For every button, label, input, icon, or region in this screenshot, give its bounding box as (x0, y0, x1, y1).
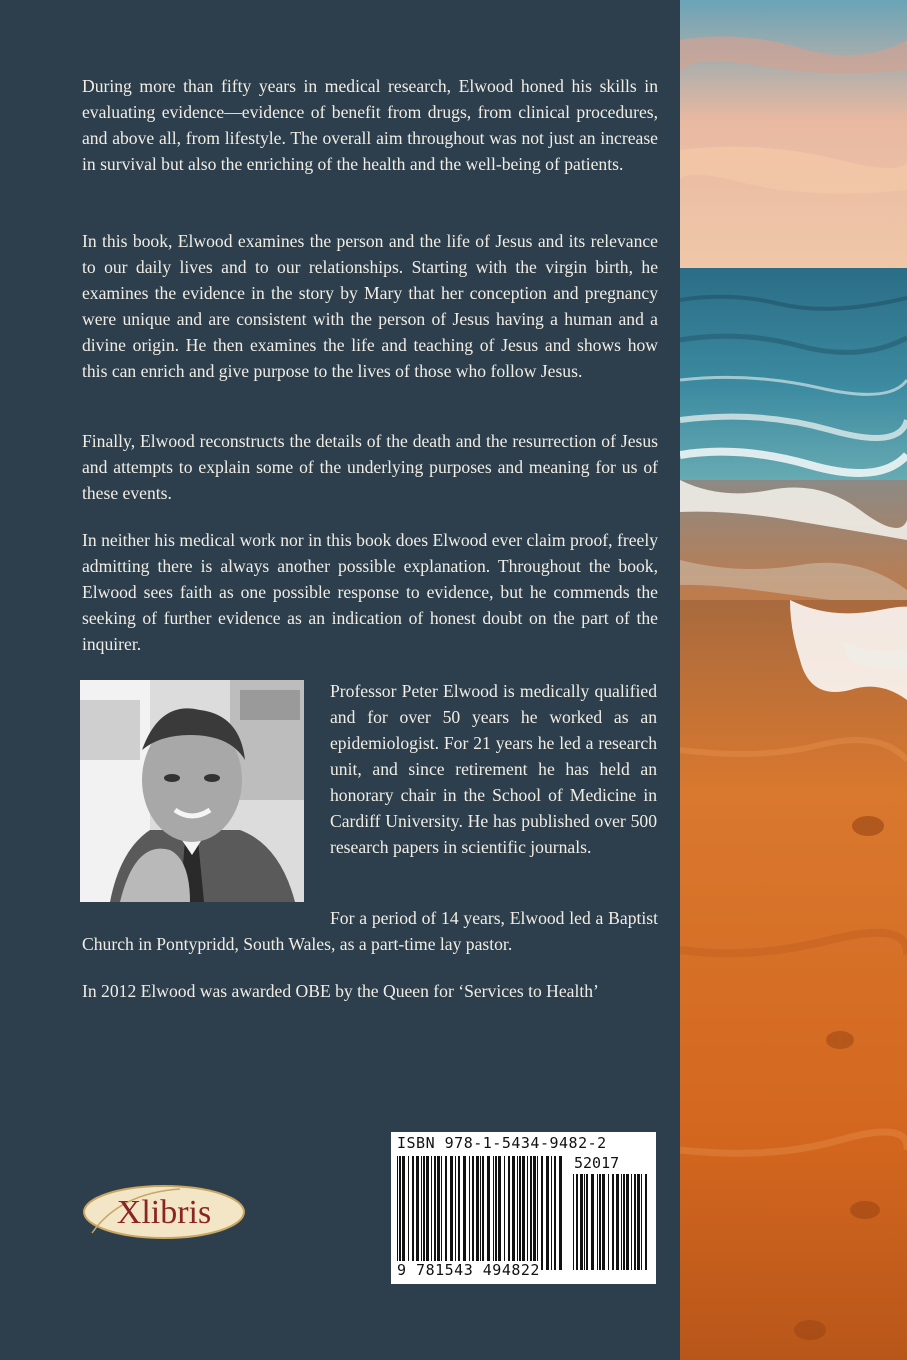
barcode-bar (412, 1156, 414, 1270)
xlibris-logo (80, 1183, 248, 1241)
barcode-bar (458, 1156, 460, 1270)
barcode-bar (402, 1156, 405, 1270)
barcode-bar (637, 1174, 640, 1270)
barcode-bar (519, 1156, 521, 1270)
barcode-bar (416, 1156, 419, 1270)
barcode-bar (645, 1174, 647, 1270)
barcode-bar (493, 1156, 494, 1270)
xlibris-logo-text: Xlibris (116, 1194, 212, 1231)
barcode-bar (626, 1174, 629, 1270)
barcode-bar (530, 1156, 532, 1270)
barcode-bar (472, 1156, 474, 1270)
barcode-bar (612, 1174, 614, 1270)
barcode-bar (631, 1174, 632, 1270)
barcode-bar (397, 1156, 398, 1270)
barcode-bar (450, 1156, 453, 1270)
barcode-bar (597, 1174, 598, 1270)
barcode-bar (576, 1174, 578, 1270)
barcode-bar (608, 1174, 609, 1270)
barcode-bar (482, 1156, 484, 1270)
barcode-bar (621, 1174, 622, 1270)
barcode-bar (463, 1156, 466, 1270)
barcode-bar (623, 1174, 625, 1270)
barcode-bar (527, 1156, 528, 1270)
author-church-paragraph (82, 905, 658, 957)
barcode-bar (573, 1174, 574, 1270)
price-code: 52017 (574, 1154, 620, 1172)
barcode-bar (546, 1156, 549, 1270)
barcode-bar (445, 1156, 447, 1270)
ean-digits: 9 781543 494822 (397, 1261, 540, 1279)
author-bio-paragraph: Professor Peter Elwood is medically qualified and for over 50 years he worked as an epidemiologist. For 21 years he led a research unit, and since retirement he has held an honorary chair in the School of Medicine in Cardiff University. He has published over 500 research papers in scientific journals. (330, 681, 657, 857)
isbn-label: ISBN 978-1-5434-9482-2 (397, 1134, 607, 1152)
author-photo (80, 680, 304, 902)
barcode-bar (495, 1156, 497, 1270)
barcode-bar (408, 1156, 409, 1270)
author-church-text: For a period of 14 years, Elwood led a Baptist Church in Pontypridd, South Wales, as a part-time lay pastor. (82, 908, 658, 954)
barcode-bar (641, 1174, 642, 1270)
barcode-bar (498, 1156, 501, 1270)
barcode-bar (537, 1156, 538, 1270)
barcode-bar (634, 1174, 636, 1270)
barcode-bar (455, 1156, 456, 1270)
barcode-bar (580, 1174, 583, 1270)
barcode-bar (508, 1156, 510, 1270)
author-portrait-illustration (80, 680, 304, 902)
barcode-bar (591, 1174, 594, 1270)
barcode-bar (517, 1156, 518, 1270)
barcode-bar (554, 1156, 556, 1270)
barcode-bar (426, 1156, 429, 1270)
barcode-bar (423, 1156, 425, 1270)
barcode-bar (559, 1156, 562, 1270)
barcode-bar (421, 1156, 422, 1270)
blurb-paragraph-2: In this book, Elwood examines the person and the life of Jesus and its relevance to our daily lives and to our relationships. Starting with the virgin birth, he examines the evidence in the story by Mary that her conception and pregnancy were unique and are consistent with the person of Jesus having a human and a divine origin. He then examines the life and teaching of Jesus and shows how this can enrich and give purpose to the lives of those who follow Jesus. (82, 231, 658, 381)
barcode-bar (399, 1156, 401, 1270)
barcode-bar (584, 1174, 585, 1270)
beach-scene-illustration (680, 0, 907, 1360)
beach-photo (680, 0, 907, 1360)
isbn-barcode (391, 1132, 656, 1284)
barcode-bar (541, 1156, 543, 1270)
barcode-bar (476, 1156, 479, 1270)
barcode-bar (437, 1156, 440, 1270)
barcode-bar (551, 1156, 552, 1270)
barcode-bar (586, 1174, 588, 1270)
xlibris-logo-mark (80, 1183, 248, 1241)
barcode-bar (434, 1156, 436, 1270)
blurb-paragraph-3: Finally, Elwood reconstructs the details of the death and the resurrection of Jesus and attempts to explain some of the underlying purposes and meaning for us of these events. (82, 431, 658, 503)
barcode-bar (431, 1156, 432, 1270)
barcode-bar (533, 1156, 536, 1270)
barcode-bar (616, 1174, 619, 1270)
barcode-bar (522, 1156, 525, 1270)
barcode-bar (602, 1174, 605, 1270)
barcode-bar (469, 1156, 470, 1270)
barcode-bar (441, 1156, 442, 1270)
barcode-bar (512, 1156, 515, 1270)
blurb-paragraph-4: In neither his medical work nor in this book does Elwood ever claim proof, freely admitting there is always another possible explanation. Throughout the book, Elwood sees faith as one possible response to evidence, but he commends the seeking of further evidence as an indication of honest doubt on the part of the inquirer. (82, 530, 658, 654)
blurb-paragraph-1: During more than fifty years in medical research, Elwood honed his skills in evaluating evidence—evidence of benefit from drugs, from clinical procedures, and above all, from lifestyle. The overall aim throughout was not just an increase in survival but also the enriching of the health and the well-being of patients. (82, 76, 658, 174)
barcode-bar (599, 1174, 601, 1270)
barcode-bar (504, 1156, 505, 1270)
barcode-bar (487, 1156, 490, 1270)
barcode-bar (480, 1156, 481, 1270)
author-award-line: In 2012 Elwood was awarded OBE by the Queen for ‘Services to Health’ (82, 981, 599, 1001)
